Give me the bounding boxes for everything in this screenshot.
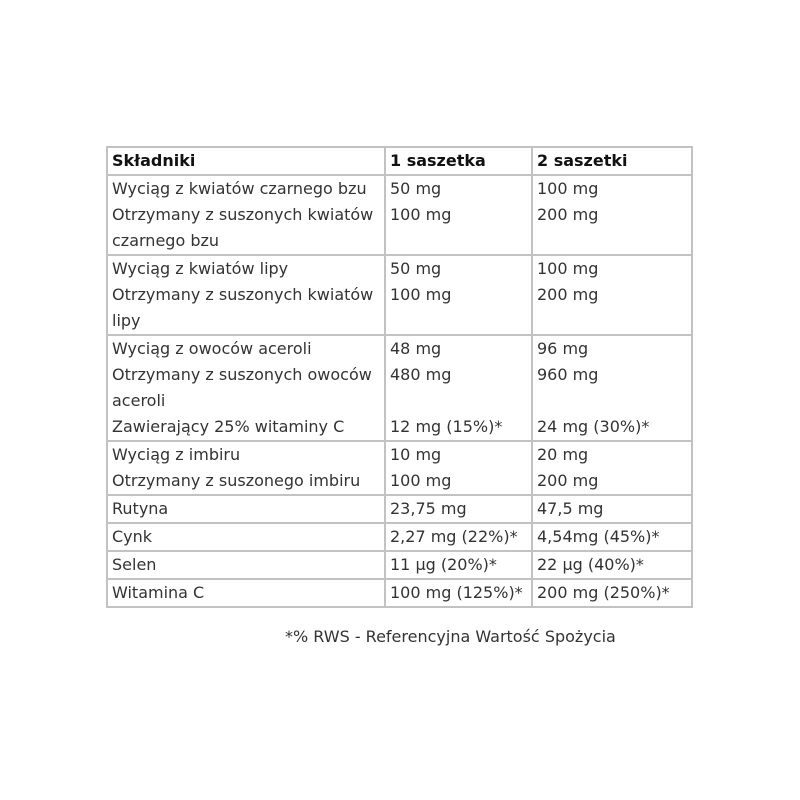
ingredients-table <box>106 146 693 608</box>
ingredient-name: Zawierający 25% witaminy C <box>112 417 345 436</box>
ingredient-name: Otrzymany z suszonych kwiatów czarnego bzu <box>112 205 374 250</box>
ingredient-name: Otrzymany z suszonych owoców aceroli <box>112 365 372 410</box>
table-row <box>107 255 692 335</box>
amount-value: 960 mg <box>537 365 599 384</box>
two-sachets-cell: 22 µg (40%)* <box>532 551 692 579</box>
two-sachets-cell <box>532 255 692 335</box>
ingredient-cell <box>107 255 385 335</box>
two-sachets-cell <box>532 441 692 495</box>
ingredient-cell <box>107 441 385 495</box>
table-row <box>107 579 692 607</box>
header-two-sachets: 2 saszetki <box>532 147 692 175</box>
one-sachet-cell: 2,27 mg (22%)* <box>385 523 532 551</box>
header-ingredients: Składniki <box>107 147 385 175</box>
ingredient-cell <box>107 335 385 441</box>
amount-value: 10 mg <box>390 445 442 464</box>
amount-value: 96 mg <box>537 339 589 358</box>
one-sachet-cell <box>385 255 532 335</box>
amount-value: 480 mg <box>390 365 452 384</box>
ingredient-name: Wyciąg z kwiatów czarnego bzu <box>112 179 367 198</box>
table-row <box>107 441 692 495</box>
amount-value: 200 mg <box>537 471 599 490</box>
ingredient-name: Otrzymany z suszonego imbiru <box>112 471 361 490</box>
table-row <box>107 495 692 523</box>
amount-value: 50 mg <box>390 179 442 198</box>
one-sachet-cell: 23,75 mg <box>385 495 532 523</box>
ingredient-name: Wyciąg z imbiru <box>112 445 241 464</box>
table-row <box>107 551 692 579</box>
ingredient-name: Otrzymany z suszonych kwiatów lipy <box>112 285 374 330</box>
ingredient-name: Wyciąg z kwiatów lipy <box>112 259 289 278</box>
table-header-row <box>107 147 692 175</box>
two-sachets-cell <box>532 175 692 255</box>
amount-value: 48 mg <box>390 339 442 358</box>
amount-value: 100 mg <box>390 205 452 224</box>
two-sachets-cell: 47,5 mg <box>532 495 692 523</box>
amount-value: 200 mg <box>537 205 599 224</box>
table-row <box>107 175 692 255</box>
one-sachet-cell <box>385 441 532 495</box>
ingredient-cell: Rutyna <box>107 495 385 523</box>
amount-value: 20 mg <box>537 445 589 464</box>
ingredient-name: Wyciąg z owoców aceroli <box>112 339 312 358</box>
amount-value: 12 mg (15%)* <box>390 417 503 436</box>
ingredient-cell: Selen <box>107 551 385 579</box>
two-sachets-cell <box>532 335 692 441</box>
footnote: *% RWS - Referencyjna Wartość Spożycia <box>285 627 616 646</box>
amount-value: 24 mg (30%)* <box>537 417 650 436</box>
one-sachet-cell: 100 mg (125%)* <box>385 579 532 607</box>
ingredient-cell: Witamina C <box>107 579 385 607</box>
table-row <box>107 335 692 441</box>
one-sachet-cell <box>385 335 532 441</box>
header-one-sachet: 1 saszetka <box>385 147 532 175</box>
amount-value: 200 mg <box>537 285 599 304</box>
two-sachets-cell: 200 mg (250%)* <box>532 579 692 607</box>
one-sachet-cell <box>385 175 532 255</box>
amount-value: 50 mg <box>390 259 442 278</box>
two-sachets-cell: 4,54mg (45%)* <box>532 523 692 551</box>
amount-value: 100 mg <box>537 179 599 198</box>
ingredient-cell: Cynk <box>107 523 385 551</box>
ingredient-cell <box>107 175 385 255</box>
table-row <box>107 523 692 551</box>
amount-value: 100 mg <box>390 285 452 304</box>
amount-value: 100 mg <box>537 259 599 278</box>
amount-value: 100 mg <box>390 471 452 490</box>
one-sachet-cell: 11 µg (20%)* <box>385 551 532 579</box>
